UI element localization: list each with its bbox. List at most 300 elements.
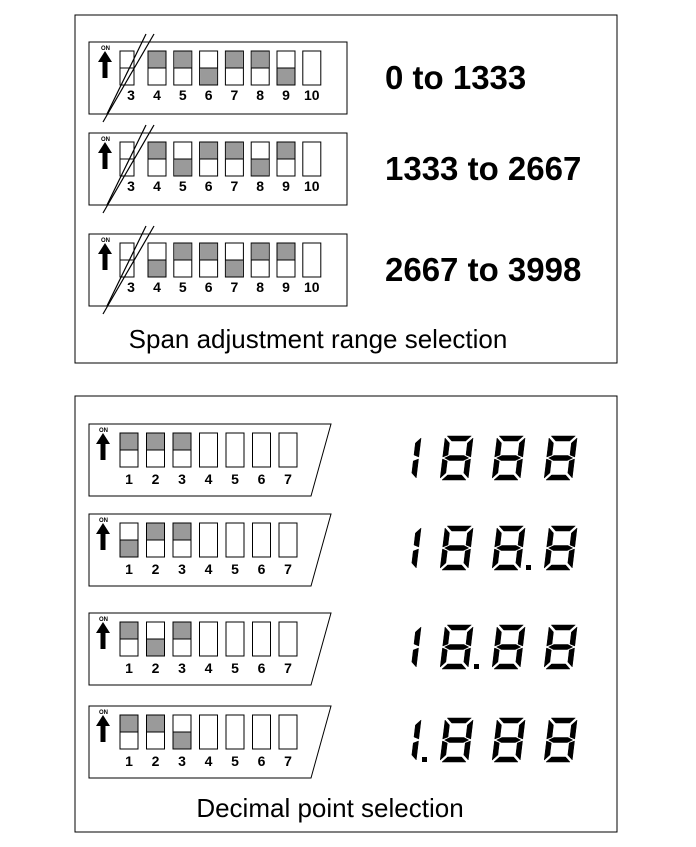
segment-c — [412, 648, 419, 667]
switch-number: 4 — [153, 178, 161, 194]
switch-lever — [147, 524, 164, 541]
dip-switch — [226, 433, 244, 467]
dip-switch — [225, 243, 243, 277]
switch-housing — [226, 433, 244, 467]
switch-lever — [174, 244, 191, 261]
segment-a — [395, 526, 419, 531]
switch-number: 10 — [304, 279, 320, 295]
switch-number: 3 — [178, 471, 186, 487]
switch-lever — [174, 623, 191, 640]
on-label: ON — [99, 617, 108, 623]
switch-lever — [121, 540, 138, 557]
seven-segment-digit — [388, 436, 421, 480]
dip-switch — [279, 622, 297, 656]
segment-b — [466, 627, 473, 646]
switch-number: 6 — [204, 178, 213, 194]
segment-f — [391, 720, 398, 739]
segment-c — [464, 648, 471, 667]
switch-number: 3 — [127, 279, 135, 295]
seven-segment-digit — [492, 526, 531, 570]
segment-d — [494, 757, 518, 762]
switch-number: 5 — [178, 178, 187, 194]
dip-switch — [120, 433, 138, 467]
switch-housing — [303, 51, 321, 85]
segment-g — [445, 738, 469, 743]
segment-b — [518, 528, 525, 547]
seven-segment-digit — [440, 625, 479, 669]
switch-number: 6 — [257, 753, 266, 769]
up-arrow-icon — [103, 253, 108, 270]
segment-g — [445, 456, 469, 461]
span-caption: Span adjustment range selection — [128, 324, 508, 354]
switch-number: 8 — [256, 87, 265, 103]
seven-segment-digit — [388, 718, 427, 762]
segment-g — [549, 456, 573, 461]
segment-a — [499, 625, 523, 630]
dip-switch — [279, 715, 297, 749]
switch-housing — [226, 715, 244, 749]
segment-c — [516, 741, 523, 760]
switch-lever — [174, 159, 191, 176]
segment-b — [414, 438, 421, 457]
segment-d — [494, 565, 518, 570]
segment-e — [388, 459, 395, 478]
switch-lever — [149, 143, 166, 160]
switch-housing — [279, 433, 297, 467]
segment-g — [393, 546, 417, 551]
switch-lever — [226, 143, 243, 160]
seven-segment-digit — [440, 526, 473, 570]
dip-switch — [226, 622, 244, 656]
segment-d — [390, 757, 414, 762]
dip-switch — [303, 243, 321, 277]
seven-segment-digit — [544, 436, 577, 480]
switch-housing — [200, 622, 218, 656]
segment-a — [499, 526, 523, 531]
segment-a — [499, 436, 523, 441]
seven-segment-display — [388, 625, 577, 669]
switch-number: 9 — [282, 87, 290, 103]
switch-number: 1 — [125, 753, 133, 769]
segment-d — [546, 757, 570, 762]
break-line — [103, 226, 154, 314]
switch-lever — [252, 52, 269, 69]
segment-f — [391, 627, 398, 646]
switch-number: 3 — [127, 87, 135, 103]
dip-switch — [173, 622, 191, 656]
switch-housing — [200, 433, 218, 467]
switch-number: 1 — [125, 471, 133, 487]
switch-lever — [252, 159, 269, 176]
segment-a — [395, 625, 419, 630]
dip-switch — [253, 622, 271, 656]
segment-g — [497, 546, 521, 551]
on-label: ON — [101, 137, 110, 143]
up-arrow-icon — [101, 632, 106, 649]
segment-c — [516, 549, 523, 568]
switch-lever — [121, 623, 138, 640]
segment-d — [546, 475, 570, 480]
switch-number: 7 — [284, 753, 292, 769]
segment-b — [466, 720, 473, 739]
range-label: 0 to 1333 — [385, 59, 527, 96]
segment-a — [551, 526, 575, 531]
switch-number: 10 — [304, 87, 320, 103]
switch-number: 7 — [230, 178, 239, 194]
up-arrow-icon — [96, 622, 110, 633]
up-arrow-icon — [98, 243, 112, 254]
segment-e — [440, 741, 447, 760]
segment-g — [445, 546, 469, 551]
dip-switch — [148, 142, 166, 176]
segment-b — [518, 720, 525, 739]
dip-switch — [200, 142, 218, 176]
switch-number: 7 — [230, 87, 239, 103]
switch-lever — [147, 716, 164, 733]
up-arrow-icon — [98, 142, 112, 153]
switch-number: 9 — [282, 279, 290, 295]
segment-c — [464, 549, 471, 568]
switch-housing — [253, 715, 271, 749]
segment-a — [395, 718, 419, 723]
dip-switch — [303, 51, 321, 85]
segment-d — [442, 565, 466, 570]
up-arrow-icon — [98, 51, 112, 62]
segment-d — [546, 565, 570, 570]
segment-d — [442, 475, 466, 480]
segment-d — [390, 565, 414, 570]
decimal-row — [89, 514, 577, 586]
dip-switch — [147, 715, 165, 749]
segment-f — [391, 528, 398, 547]
segment-c — [412, 549, 419, 568]
switch-lever — [147, 639, 164, 656]
segment-g — [445, 645, 469, 650]
switch-number: 2 — [151, 471, 160, 487]
switch-number: 8 — [256, 178, 265, 194]
segment-g — [393, 456, 417, 461]
switch-number: 2 — [151, 561, 160, 577]
dip-switch — [200, 622, 218, 656]
switch-housing — [253, 433, 271, 467]
dip-switch — [225, 142, 243, 176]
decimal-row — [89, 424, 577, 496]
segment-g — [549, 645, 573, 650]
seven-segment-display — [388, 526, 577, 570]
switch-lever — [121, 716, 138, 733]
dip-switch — [200, 523, 218, 557]
segment-a — [395, 436, 419, 441]
segment-b — [570, 720, 577, 739]
dip-switch — [174, 243, 192, 277]
span-row — [89, 125, 581, 213]
dip-switch — [225, 51, 243, 85]
switch-number: 3 — [178, 660, 186, 676]
segment-d — [390, 664, 414, 669]
segment-d — [442, 664, 466, 669]
switch-lever — [174, 732, 191, 749]
segment-e — [544, 648, 551, 667]
dip-switch — [147, 523, 165, 557]
segment-c — [568, 741, 575, 760]
seven-segment-digit — [440, 436, 473, 480]
segment-b — [518, 627, 525, 646]
switch-number: 4 — [153, 279, 161, 295]
segment-g — [497, 456, 521, 461]
switch-number: 5 — [178, 87, 187, 103]
segment-a — [551, 436, 575, 441]
switch-lever — [200, 244, 217, 261]
switch-lever — [278, 68, 295, 85]
segment-d — [390, 475, 414, 480]
decimal-caption: Decimal point selection — [196, 793, 464, 823]
dip-switch — [173, 523, 191, 557]
segment-f — [391, 438, 398, 457]
seven-segment-digit — [388, 625, 421, 669]
segment-c — [568, 549, 575, 568]
seven-segment-digit — [544, 718, 577, 762]
up-arrow-icon — [101, 725, 106, 742]
segment-g — [497, 645, 521, 650]
switch-number: 2 — [151, 753, 160, 769]
switch-housing — [279, 622, 297, 656]
segment-b — [570, 528, 577, 547]
segment-b — [570, 438, 577, 457]
switch-number: 4 — [204, 561, 213, 577]
dip-switch — [200, 715, 218, 749]
segment-a — [551, 625, 575, 630]
switch-housing — [279, 715, 297, 749]
switch-lever — [200, 68, 217, 85]
up-arrow-icon — [103, 61, 108, 78]
dip-switch — [200, 51, 218, 85]
seven-segment-digit — [492, 436, 525, 480]
segment-c — [516, 648, 523, 667]
segment-f — [495, 627, 502, 646]
segment-e — [544, 459, 551, 478]
dip-switch — [147, 433, 165, 467]
segment-f — [547, 720, 554, 739]
up-arrow-icon — [96, 715, 110, 726]
switch-housing — [200, 715, 218, 749]
seven-segment-digit — [544, 625, 577, 669]
up-arrow-icon — [101, 443, 106, 460]
seven-segment-digit — [492, 718, 525, 762]
segment-e — [440, 549, 447, 568]
span-row — [89, 34, 526, 122]
break-line — [103, 125, 154, 213]
segment-f — [547, 627, 554, 646]
switch-number: 10 — [304, 178, 320, 194]
segment-c — [464, 741, 471, 760]
switch-number: 5 — [231, 660, 239, 676]
dip-switch — [174, 142, 192, 176]
segment-a — [551, 718, 575, 723]
dip-switch — [173, 715, 191, 749]
switch-lever — [278, 143, 295, 160]
switch-housing — [253, 622, 271, 656]
switch-number: 2 — [151, 660, 160, 676]
dip-switch — [226, 715, 244, 749]
switch-housing — [253, 523, 271, 557]
segment-d — [494, 664, 518, 669]
switch-number: 5 — [231, 471, 239, 487]
segment-e — [440, 459, 447, 478]
switch-lever — [252, 244, 269, 261]
segment-b — [466, 528, 473, 547]
switch-lever — [226, 260, 243, 277]
dip-switch — [251, 142, 269, 176]
switch-number: 7 — [230, 279, 239, 295]
switch-housing — [200, 523, 218, 557]
segment-d — [442, 757, 466, 762]
up-arrow-icon — [103, 152, 108, 169]
dip-switch — [277, 142, 295, 176]
switch-number: 4 — [204, 471, 213, 487]
decimal-point — [422, 757, 427, 762]
segment-e — [492, 459, 499, 478]
segment-a — [447, 526, 471, 531]
segment-f — [443, 627, 450, 646]
dip-switch — [277, 51, 295, 85]
segment-b — [570, 627, 577, 646]
dip-switch — [251, 243, 269, 277]
switch-number: 4 — [204, 660, 213, 676]
on-label: ON — [101, 238, 110, 244]
segment-f — [443, 528, 450, 547]
switch-lever — [226, 52, 243, 69]
switch-lever — [174, 434, 191, 451]
segment-b — [466, 438, 473, 457]
decimal-rows — [89, 424, 577, 778]
segment-a — [447, 436, 471, 441]
segment-g — [549, 738, 573, 743]
segment-e — [388, 741, 395, 760]
segment-d — [494, 475, 518, 480]
segment-b — [518, 438, 525, 457]
switch-number: 7 — [284, 471, 292, 487]
on-label: ON — [99, 518, 108, 524]
segment-e — [388, 648, 395, 667]
seven-segment-digit — [492, 625, 525, 669]
segment-a — [499, 718, 523, 723]
switch-lever — [200, 143, 217, 160]
span-rows — [89, 34, 581, 314]
switch-number: 3 — [178, 753, 186, 769]
break-line — [103, 34, 154, 122]
range-label: 2667 to 3998 — [385, 251, 582, 288]
seven-segment-digit — [388, 526, 421, 570]
segment-e — [492, 648, 499, 667]
dip-switch — [120, 715, 138, 749]
span-row — [89, 226, 581, 314]
dip-switch — [251, 51, 269, 85]
dip-switch — [147, 622, 165, 656]
dip-switch — [253, 715, 271, 749]
segment-g — [393, 645, 417, 650]
dip-switch — [120, 523, 138, 557]
on-label: ON — [101, 46, 110, 52]
segment-f — [495, 528, 502, 547]
dip-switch — [253, 523, 271, 557]
switch-number: 6 — [204, 87, 213, 103]
decimal-point — [474, 664, 479, 669]
segment-b — [414, 720, 421, 739]
segment-e — [388, 549, 395, 568]
switch-housing — [226, 622, 244, 656]
decimal-point — [526, 565, 531, 570]
segment-f — [443, 438, 450, 457]
segment-g — [497, 738, 521, 743]
up-arrow-icon — [96, 523, 110, 534]
range-label: 1333 to 2667 — [385, 150, 582, 187]
segment-f — [547, 528, 554, 547]
segment-c — [464, 459, 471, 478]
switch-lever — [121, 434, 138, 451]
switch-lever — [174, 524, 191, 541]
switch-housing — [279, 523, 297, 557]
segment-c — [516, 459, 523, 478]
dip-switch — [279, 523, 297, 557]
switch-number: 4 — [204, 753, 213, 769]
dip-switch — [174, 51, 192, 85]
dip-switch — [173, 433, 191, 467]
dip-switch — [253, 433, 271, 467]
dip-switch — [148, 51, 166, 85]
switch-lever — [147, 434, 164, 451]
dip-switch — [226, 523, 244, 557]
switch-lever — [149, 52, 166, 69]
switch-number: 5 — [231, 753, 239, 769]
switch-number: 7 — [284, 660, 292, 676]
segment-f — [443, 720, 450, 739]
segment-e — [440, 648, 447, 667]
segment-f — [547, 438, 554, 457]
switch-number: 5 — [231, 561, 239, 577]
switch-number: 3 — [178, 561, 186, 577]
switch-number: 6 — [257, 561, 266, 577]
switch-number: 6 — [257, 471, 266, 487]
switch-housing — [303, 142, 321, 176]
switch-lever — [174, 52, 191, 69]
switch-lever — [149, 260, 166, 277]
decimal-row — [89, 613, 577, 685]
segment-c — [412, 459, 419, 478]
on-label: ON — [99, 428, 108, 434]
segment-e — [544, 741, 551, 760]
segment-f — [495, 720, 502, 739]
switch-number: 9 — [282, 178, 290, 194]
switch-number: 4 — [153, 87, 161, 103]
seven-segment-display — [388, 436, 577, 480]
switch-number: 6 — [204, 279, 213, 295]
dip-switch — [303, 142, 321, 176]
segment-c — [412, 741, 419, 760]
segment-a — [447, 625, 471, 630]
switch-number: 1 — [125, 561, 133, 577]
switch-lever — [278, 244, 295, 261]
switch-number: 3 — [127, 178, 135, 194]
switch-number: 6 — [257, 660, 266, 676]
dip-switch — [120, 622, 138, 656]
switch-number: 5 — [178, 279, 187, 295]
segment-e — [492, 549, 499, 568]
segment-g — [549, 546, 573, 551]
switch-housing — [226, 523, 244, 557]
on-label: ON — [99, 710, 108, 716]
dip-switch — [200, 433, 218, 467]
dip-switch — [277, 243, 295, 277]
